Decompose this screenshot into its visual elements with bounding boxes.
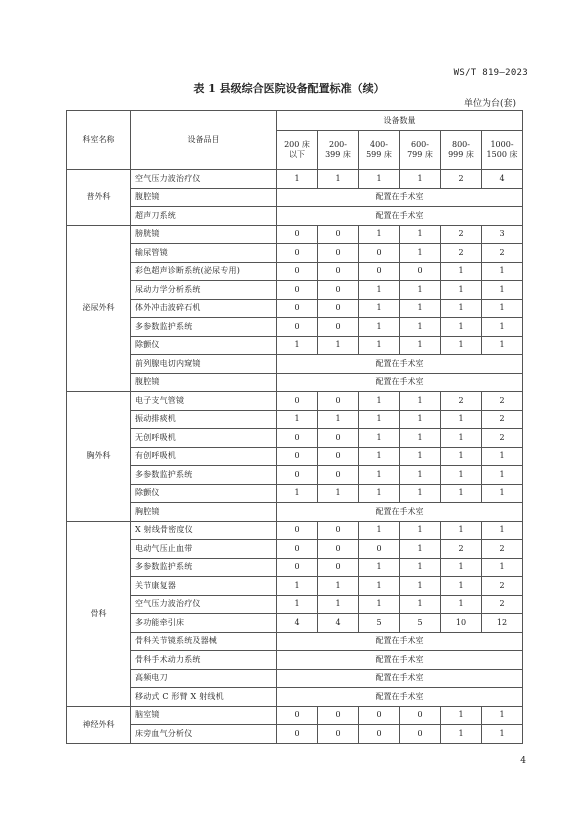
table-row	[67, 651, 523, 670]
quantity-cell: 2	[482, 244, 523, 263]
quantity-cell: 1	[400, 429, 441, 448]
quantity-cell: 1	[318, 336, 359, 355]
table-row	[67, 170, 523, 189]
quantity-cell: 1	[359, 577, 400, 596]
quantity-cell: 2	[482, 410, 523, 429]
table-row	[67, 429, 523, 448]
quantity-cell: 1	[277, 577, 318, 596]
config-note: 配置在手术室	[277, 688, 523, 707]
dept-name: 神经外科	[67, 706, 131, 743]
table-row	[67, 188, 523, 207]
header-bed-size	[441, 131, 482, 170]
quantity-cell: 0	[318, 318, 359, 337]
table-row	[67, 225, 523, 244]
header-bed-size-line: 599 床	[366, 150, 392, 159]
equipment-name: 腹腔镜	[131, 188, 277, 207]
config-note: 配置在手术室	[277, 207, 523, 226]
quantity-cell: 1	[359, 299, 400, 318]
quantity-cell: 1	[400, 244, 441, 263]
table-row	[67, 577, 523, 596]
page-number: 4	[520, 756, 526, 766]
config-note: 配置在手术室	[277, 632, 523, 651]
quantity-cell: 1	[277, 410, 318, 429]
quantity-cell: 0	[400, 706, 441, 725]
quantity-cell: 0	[318, 392, 359, 411]
quantity-cell: 1	[482, 336, 523, 355]
header-bed-size	[482, 131, 523, 170]
quantity-cell: 1	[359, 447, 400, 466]
quantity-cell: 1	[277, 336, 318, 355]
equipment-name: 有创呼吸机	[131, 447, 277, 466]
equipment-name: 电动气压止血带	[131, 540, 277, 559]
quantity-cell: 1	[277, 595, 318, 614]
table-row	[67, 669, 523, 688]
equipment-name: 空气压力波治疗仪	[131, 595, 277, 614]
quantity-cell: 1	[318, 595, 359, 614]
equipment-name: 彩色超声诊断系统(泌尿专用)	[131, 262, 277, 281]
quantity-cell: 0	[277, 281, 318, 300]
quantity-cell: 1	[441, 281, 482, 300]
quantity-cell: 12	[482, 614, 523, 633]
quantity-cell: 1	[441, 318, 482, 337]
header-bed-size-line: 1000-	[490, 140, 514, 149]
equipment-name: 多功能牵引床	[131, 614, 277, 633]
quantity-cell: 1	[482, 706, 523, 725]
header-bed-size	[318, 131, 359, 170]
table-row	[67, 207, 523, 226]
dept-name: 普外科	[67, 170, 131, 226]
quantity-cell: 0	[318, 262, 359, 281]
quantity-cell: 1	[359, 281, 400, 300]
quantity-cell: 1	[441, 447, 482, 466]
equipment-name: 骨科关节镜系统及器械	[131, 632, 277, 651]
quantity-cell: 1	[482, 466, 523, 485]
config-note: 配置在手术室	[277, 651, 523, 670]
quantity-cell: 0	[318, 521, 359, 540]
quantity-cell: 1	[441, 410, 482, 429]
quantity-cell: 0	[359, 540, 400, 559]
table-row	[67, 262, 523, 281]
quantity-cell: 5	[400, 614, 441, 633]
quantity-cell: 0	[277, 466, 318, 485]
quantity-cell: 1	[400, 447, 441, 466]
quantity-cell: 1	[441, 725, 482, 744]
config-note: 配置在手术室	[277, 503, 523, 522]
table-row	[67, 540, 523, 559]
equipment-name: 前列腺电切内窥镜	[131, 355, 277, 374]
quantity-cell: 1	[441, 262, 482, 281]
config-note: 配置在手术室	[277, 669, 523, 688]
equipment-name: 胸腔镜	[131, 503, 277, 522]
quantity-cell: 1	[441, 429, 482, 448]
quantity-cell: 5	[359, 614, 400, 633]
table-row	[67, 521, 523, 540]
quantity-cell: 0	[318, 225, 359, 244]
header-bed-size	[359, 131, 400, 170]
header-bed-size-line: 999 床	[448, 150, 474, 159]
quantity-cell: 1	[359, 318, 400, 337]
quantity-cell: 0	[400, 725, 441, 744]
quantity-cell: 1	[400, 484, 441, 503]
quantity-cell: 4	[318, 614, 359, 633]
quantity-cell: 0	[318, 447, 359, 466]
quantity-cell: 4	[277, 614, 318, 633]
table-title: 表 1 县级综合医院设备配置标准（续）	[193, 82, 385, 95]
equipment-name: 除颤仪	[131, 336, 277, 355]
quantity-cell: 0	[318, 558, 359, 577]
unit-note: 单位为台(套)	[463, 99, 516, 109]
equipment-name: 输尿管镜	[131, 244, 277, 263]
quantity-cell: 1	[400, 410, 441, 429]
equipment-name: 超声刀系统	[131, 207, 277, 226]
quantity-cell: 0	[277, 558, 318, 577]
quantity-cell: 1	[359, 521, 400, 540]
quantity-cell: 1	[318, 410, 359, 429]
equipment-name: 关节康复器	[131, 577, 277, 596]
dept-name: 骨科	[67, 521, 131, 706]
quantity-cell: 1	[359, 595, 400, 614]
quantity-cell: 1	[359, 336, 400, 355]
quantity-cell: 1	[441, 558, 482, 577]
quantity-cell: 2	[482, 595, 523, 614]
header-bed-size	[277, 131, 318, 170]
equipment-name: X 射线骨密度仪	[131, 521, 277, 540]
header-item: 设备品目	[131, 111, 277, 170]
table-row	[67, 503, 523, 522]
header-bed-size-line: 以下	[289, 150, 305, 159]
quantity-cell: 2	[441, 392, 482, 411]
table-row	[67, 725, 523, 744]
quantity-cell: 0	[318, 706, 359, 725]
quantity-cell: 0	[359, 262, 400, 281]
header-bed-size-line: 600-	[411, 140, 429, 149]
quantity-cell: 1	[482, 447, 523, 466]
quantity-cell: 0	[277, 725, 318, 744]
quantity-cell: 1	[441, 299, 482, 318]
quantity-cell: 1	[318, 170, 359, 189]
header-bed-size-line: 200 床	[284, 140, 310, 149]
quantity-cell: 1	[359, 558, 400, 577]
quantity-cell: 1	[359, 484, 400, 503]
quantity-cell: 1	[441, 336, 482, 355]
quantity-cell: 0	[277, 447, 318, 466]
quantity-cell: 1	[277, 170, 318, 189]
quantity-cell: 1	[400, 225, 441, 244]
quantity-cell: 0	[359, 706, 400, 725]
equipment-name: 尿动力学分析系统	[131, 281, 277, 300]
table-row	[67, 299, 523, 318]
quantity-cell: 0	[359, 244, 400, 263]
quantity-cell: 1	[400, 540, 441, 559]
header-bed-size-line: 799 床	[407, 150, 433, 159]
quantity-cell: 0	[277, 244, 318, 263]
standard-code: WS/T 819—2023	[453, 68, 528, 78]
table-row	[67, 688, 523, 707]
quantity-cell: 1	[318, 484, 359, 503]
dept-name: 胸外科	[67, 392, 131, 522]
quantity-cell: 0	[277, 225, 318, 244]
equipment-name: 多参数监护系统	[131, 318, 277, 337]
table-row	[67, 244, 523, 263]
quantity-cell: 1	[400, 577, 441, 596]
quantity-cell: 1	[400, 595, 441, 614]
table-row	[67, 373, 523, 392]
quantity-cell: 2	[441, 540, 482, 559]
equipment-name: 腹腔镜	[131, 373, 277, 392]
quantity-cell: 2	[441, 244, 482, 263]
table-row	[67, 632, 523, 651]
quantity-cell: 10	[441, 614, 482, 633]
header-bed-size-line: 400-	[370, 140, 388, 149]
header-bed-size	[400, 131, 441, 170]
header-bed-size-line: 800-	[452, 140, 470, 149]
table-row	[67, 392, 523, 411]
table-row	[67, 595, 523, 614]
quantity-cell: 2	[441, 170, 482, 189]
table-row	[67, 466, 523, 485]
quantity-cell: 0	[400, 262, 441, 281]
quantity-cell: 0	[277, 429, 318, 448]
config-note: 配置在手术室	[277, 188, 523, 207]
quantity-cell: 0	[277, 706, 318, 725]
header-dept: 科室名称	[67, 111, 131, 170]
equipment-name: 床旁血气分析仪	[131, 725, 277, 744]
quantity-cell: 1	[482, 262, 523, 281]
table-row	[67, 281, 523, 300]
table-row	[67, 355, 523, 374]
quantity-cell: 1	[482, 281, 523, 300]
quantity-cell: 1	[359, 410, 400, 429]
header-bed-size-line: 200-	[329, 140, 347, 149]
quantity-cell: 1	[400, 336, 441, 355]
quantity-cell: 1	[400, 521, 441, 540]
quantity-cell: 0	[318, 299, 359, 318]
quantity-cell: 0	[277, 540, 318, 559]
config-note: 配置在手术室	[277, 355, 523, 374]
quantity-cell: 1	[400, 170, 441, 189]
quantity-cell: 1	[482, 725, 523, 744]
equipment-name: 骨科手术动力系统	[131, 651, 277, 670]
quantity-cell: 1	[400, 392, 441, 411]
header-bed-size-line: 399 床	[325, 150, 351, 159]
quantity-cell: 1	[359, 466, 400, 485]
quantity-cell: 1	[359, 225, 400, 244]
quantity-cell: 0	[318, 281, 359, 300]
quantity-cell: 1	[400, 318, 441, 337]
quantity-cell: 1	[441, 706, 482, 725]
table-row	[67, 410, 523, 429]
table-row	[67, 614, 523, 633]
quantity-cell: 1	[359, 170, 400, 189]
quantity-cell: 1	[400, 299, 441, 318]
quantity-cell: 2	[482, 392, 523, 411]
quantity-cell: 1	[441, 484, 482, 503]
quantity-cell: 1	[482, 521, 523, 540]
quantity-cell: 1	[318, 577, 359, 596]
quantity-cell: 4	[482, 170, 523, 189]
table-row	[67, 447, 523, 466]
quantity-cell: 0	[277, 299, 318, 318]
equipment-name: 脑室镜	[131, 706, 277, 725]
quantity-cell: 2	[441, 225, 482, 244]
equipment-name: 除颤仪	[131, 484, 277, 503]
table-row	[67, 558, 523, 577]
quantity-cell: 2	[482, 540, 523, 559]
quantity-cell: 0	[318, 466, 359, 485]
quantity-cell: 0	[359, 725, 400, 744]
quantity-cell: 1	[482, 299, 523, 318]
quantity-cell: 0	[318, 540, 359, 559]
quantity-cell: 0	[318, 429, 359, 448]
quantity-cell: 1	[441, 466, 482, 485]
quantity-cell: 1	[359, 392, 400, 411]
config-note: 配置在手术室	[277, 373, 523, 392]
quantity-cell: 0	[318, 725, 359, 744]
table-row	[67, 484, 523, 503]
equipment-name: 体外冲击波碎石机	[131, 299, 277, 318]
quantity-cell: 1	[482, 318, 523, 337]
equipment-name: 振动排痰机	[131, 410, 277, 429]
dept-name: 泌尿外科	[67, 225, 131, 392]
table-row	[67, 318, 523, 337]
equipment-name: 移动式 C 形臂 X 射线机	[131, 688, 277, 707]
quantity-cell: 1	[482, 484, 523, 503]
header-quantity: 设备数量	[277, 111, 523, 131]
quantity-cell: 1	[400, 281, 441, 300]
quantity-cell: 0	[277, 521, 318, 540]
equipment-name: 多参数监护系统	[131, 558, 277, 577]
quantity-cell: 0	[318, 244, 359, 263]
equipment-name: 多参数监护系统	[131, 466, 277, 485]
quantity-cell: 0	[277, 262, 318, 281]
quantity-cell: 1	[400, 558, 441, 577]
quantity-cell: 1	[441, 577, 482, 596]
equipment-name: 高频电刀	[131, 669, 277, 688]
quantity-cell: 1	[277, 484, 318, 503]
table-row	[67, 336, 523, 355]
equipment-name: 膀胱镜	[131, 225, 277, 244]
quantity-cell: 1	[400, 466, 441, 485]
header-bed-size-line: 1500 床	[486, 150, 518, 159]
quantity-cell: 1	[441, 521, 482, 540]
quantity-cell: 2	[482, 429, 523, 448]
equipment-name: 电子支气管镜	[131, 392, 277, 411]
equipment-table	[66, 110, 523, 744]
quantity-cell: 3	[482, 225, 523, 244]
quantity-cell: 0	[277, 392, 318, 411]
table-row	[67, 706, 523, 725]
quantity-cell: 2	[482, 577, 523, 596]
quantity-cell: 0	[277, 318, 318, 337]
quantity-cell: 1	[441, 595, 482, 614]
equipment-name: 无创呼吸机	[131, 429, 277, 448]
equipment-name: 空气压力波治疗仪	[131, 170, 277, 189]
quantity-cell: 1	[482, 558, 523, 577]
quantity-cell: 1	[359, 429, 400, 448]
